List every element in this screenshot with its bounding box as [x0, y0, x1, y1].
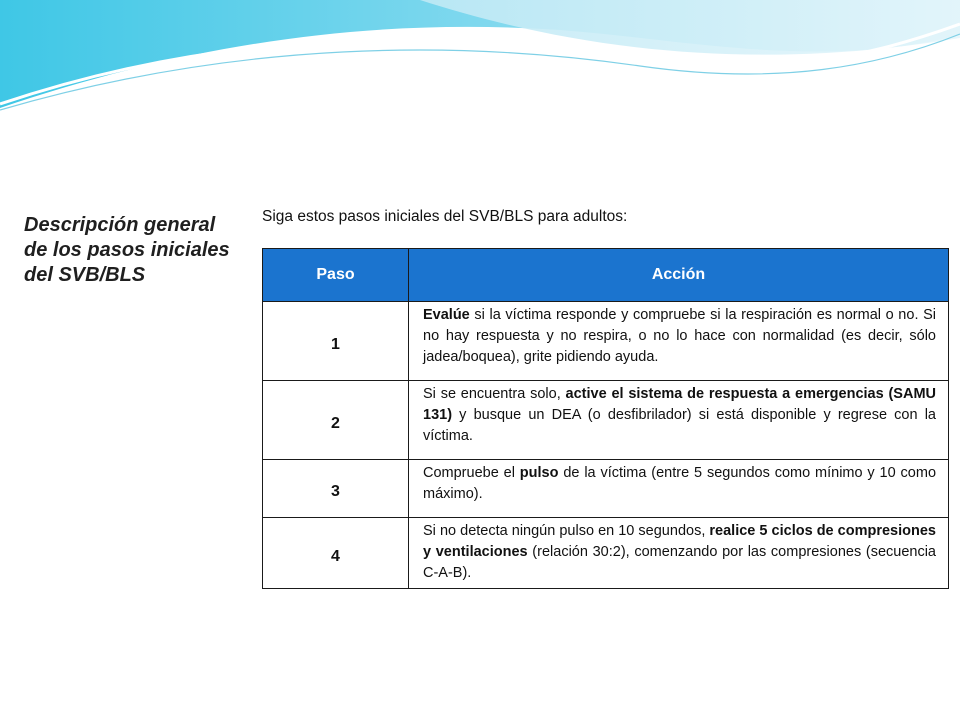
- step-action: [409, 381, 949, 460]
- emphasis-text: pulso: [519, 465, 559, 481]
- step-action: [409, 302, 949, 381]
- emphasis-text: Evalúe: [423, 307, 470, 323]
- step-action: [409, 460, 949, 518]
- step-number: 1: [263, 302, 409, 381]
- step-number: 2: [263, 381, 409, 460]
- table-row: [263, 302, 949, 381]
- decorative-wave-banner: [0, 0, 960, 120]
- table-row: [263, 381, 949, 460]
- action-text: Compruebe el: [423, 465, 520, 481]
- action-text: Si no detecta ningún pulso en 10 segundos,: [423, 523, 710, 539]
- emphasis-text: active el sistema de respuesta a emergencias (SAMU 131): [423, 386, 937, 423]
- step-action: [409, 518, 949, 589]
- section-title: Descripción general de los pasos iniciales del SVB/BLS: [24, 214, 230, 286]
- intro-text: Siga estos pasos iniciales del SVB/BLS para adultos:: [262, 208, 628, 225]
- header-paso: Paso: [263, 249, 409, 302]
- action-text: y busque un DEA (o desfibrilador) si está disponible y regrese con la víctima.: [423, 407, 936, 444]
- action-text: (relación 30:2), comenzando por las compresiones (secuencia C-A-B).: [423, 544, 936, 581]
- table-row: [263, 518, 949, 589]
- action-text: Si se encuentra solo,: [423, 386, 566, 402]
- action-text: de la víctima (entre 5 segundos como mínimo y 10 como máximo).: [423, 465, 937, 502]
- table-row: [263, 460, 949, 518]
- emphasis-text: realice 5 ciclos de compresiones y ventilaciones: [423, 523, 936, 560]
- table-header-row: [263, 249, 949, 302]
- steps-table: [262, 248, 949, 589]
- action-text: si la víctima responde y compruebe si la respiración es normal o no. Si no hay respuesta y no respira, o no lo hace con normalidad (es decir, sólo jadea/boquea), grite pidiendo ayuda.: [423, 307, 936, 365]
- step-number: 4: [263, 518, 409, 589]
- header-accion: Acción: [409, 249, 949, 302]
- step-number: 3: [263, 460, 409, 518]
